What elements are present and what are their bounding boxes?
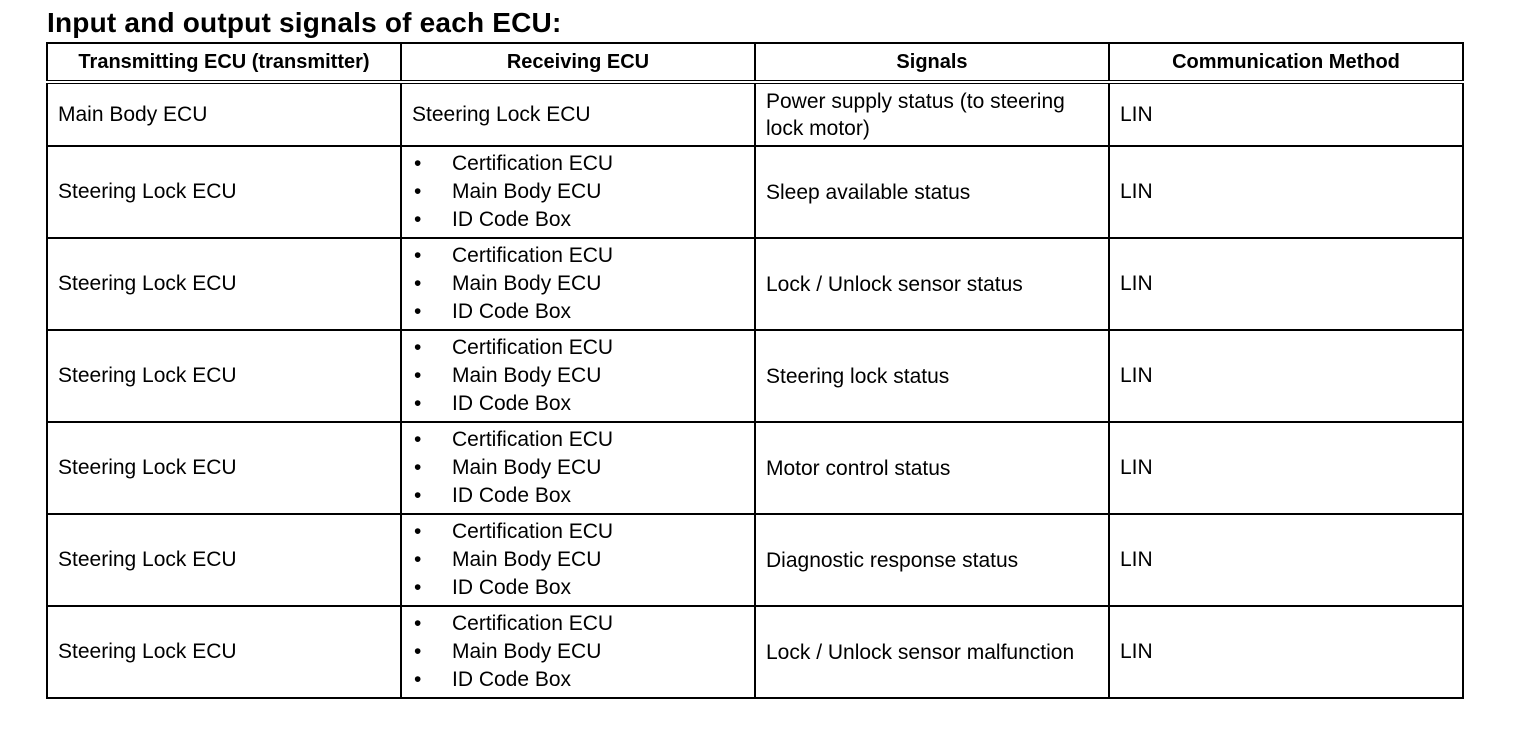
cell-communication-method: LIN: [1109, 330, 1463, 422]
receiver-list-item: [412, 610, 744, 638]
table-row: [47, 422, 1463, 514]
receiver-list-item: [412, 482, 744, 510]
receiver-label: Main Body ECU: [452, 640, 602, 663]
receiver-list-item: [412, 454, 744, 482]
receiver-list: [412, 610, 744, 694]
ecu-signal-table: [46, 42, 1464, 699]
receiver-list-item: [412, 334, 744, 362]
receiver-label: Main Body ECU: [452, 456, 602, 479]
receiver-list-item: [412, 362, 744, 390]
receiver-list: [412, 518, 744, 602]
cell-transmitter: Steering Lock ECU: [47, 514, 401, 606]
bullet-icon: •: [414, 244, 422, 267]
header-communication-method: Communication Method: [1109, 43, 1463, 82]
cell-communication-method: LIN: [1109, 514, 1463, 606]
receiver-list: [412, 426, 744, 510]
receiver-label: Certification ECU: [452, 336, 614, 359]
cell-receivers: [401, 238, 755, 330]
cell-transmitter: Steering Lock ECU: [47, 606, 401, 698]
bullet-icon: •: [414, 272, 422, 295]
receiver-list-item: [412, 270, 744, 298]
receiver-label: ID Code Box: [452, 576, 572, 599]
bullet-icon: •: [414, 612, 422, 635]
cell-signal: Diagnostic response status: [755, 514, 1109, 606]
receiver-list-item: [412, 390, 744, 418]
receiver-list-item: [412, 206, 744, 234]
bullet-icon: •: [414, 300, 422, 323]
cell-communication-method: LIN: [1109, 422, 1463, 514]
receiver-label: ID Code Box: [452, 300, 572, 323]
receiver-label: Steering Lock ECU: [412, 102, 591, 126]
receiver-list: [412, 242, 744, 326]
cell-signal: Sleep available status: [755, 146, 1109, 238]
cell-communication-method: LIN: [1109, 238, 1463, 330]
table-row: [47, 514, 1463, 606]
receiver-label: Main Body ECU: [452, 272, 602, 295]
bullet-icon: •: [414, 392, 422, 415]
receiver-label: Main Body ECU: [452, 364, 602, 387]
receiver-label: Certification ECU: [452, 520, 614, 543]
receiver-label: ID Code Box: [452, 208, 572, 231]
receiver-label: Certification ECU: [452, 612, 614, 635]
table-body: [47, 82, 1463, 698]
bullet-icon: •: [414, 152, 422, 175]
cell-signal: Lock / Unlock sensor status: [755, 238, 1109, 330]
bullet-icon: •: [414, 180, 422, 203]
cell-receivers: [401, 514, 755, 606]
bullet-icon: •: [414, 208, 422, 231]
receiver-list-item: [412, 298, 744, 326]
receiver-label: ID Code Box: [452, 668, 572, 691]
header-transmitting-ecu: Transmitting ECU (transmitter): [47, 43, 401, 82]
cell-receivers: [401, 330, 755, 422]
bullet-icon: •: [414, 640, 422, 663]
table-header-row: [47, 43, 1463, 82]
cell-communication-method: LIN: [1109, 82, 1463, 146]
receiver-label: ID Code Box: [452, 392, 572, 415]
receiver-label: Main Body ECU: [452, 180, 602, 203]
receiver-label: Certification ECU: [452, 428, 614, 451]
receiver-list-item: [412, 666, 744, 694]
table-row: [47, 146, 1463, 238]
receiver-label: ID Code Box: [452, 484, 572, 507]
receiver-list-item: [412, 546, 744, 574]
cell-signal: Motor control status: [755, 422, 1109, 514]
bullet-icon: •: [414, 364, 422, 387]
receiver-list-item: [412, 574, 744, 602]
bullet-icon: •: [414, 520, 422, 543]
bullet-icon: •: [414, 484, 422, 507]
table-row: [47, 606, 1463, 698]
receiver-list-item: [412, 426, 744, 454]
bullet-icon: •: [414, 548, 422, 571]
receiver-label: Main Body ECU: [452, 548, 602, 571]
bullet-icon: •: [414, 428, 422, 451]
receiver-list-item: [412, 518, 744, 546]
bullet-icon: •: [414, 576, 422, 599]
receiver-list: [412, 150, 744, 234]
receiver-label: Certification ECU: [452, 244, 614, 267]
table-row: [47, 330, 1463, 422]
table-row: [47, 238, 1463, 330]
cell-signal: Steering lock status: [755, 330, 1109, 422]
receiver-list-item: [412, 638, 744, 666]
cell-transmitter: Steering Lock ECU: [47, 146, 401, 238]
receiver-list: [412, 334, 744, 418]
page-title: Input and output signals of each ECU:: [47, 7, 562, 38]
cell-signal: Lock / Unlock sensor malfunction: [755, 606, 1109, 698]
cell-receivers: [401, 146, 755, 238]
receiver-list-item: [412, 242, 744, 270]
receiver-list-item: [412, 178, 744, 206]
bullet-icon: •: [414, 456, 422, 479]
cell-communication-method: LIN: [1109, 146, 1463, 238]
receiver-list-item: [412, 150, 744, 178]
cell-communication-method: LIN: [1109, 606, 1463, 698]
cell-transmitter: Steering Lock ECU: [47, 238, 401, 330]
header-receiving-ecu: Receiving ECU: [401, 43, 755, 82]
cell-signal: Power supply status (to steering lock motor): [755, 82, 1109, 146]
table-row: [47, 82, 1463, 146]
receiver-label: Certification ECU: [452, 152, 614, 175]
cell-transmitter: Steering Lock ECU: [47, 330, 401, 422]
cell-transmitter: Steering Lock ECU: [47, 422, 401, 514]
cell-receivers: [401, 606, 755, 698]
bullet-icon: •: [414, 668, 422, 691]
cell-transmitter: Main Body ECU: [47, 82, 401, 146]
header-signals: Signals: [755, 43, 1109, 82]
cell-receivers: [401, 82, 755, 146]
cell-receivers: [401, 422, 755, 514]
bullet-icon: •: [414, 336, 422, 359]
